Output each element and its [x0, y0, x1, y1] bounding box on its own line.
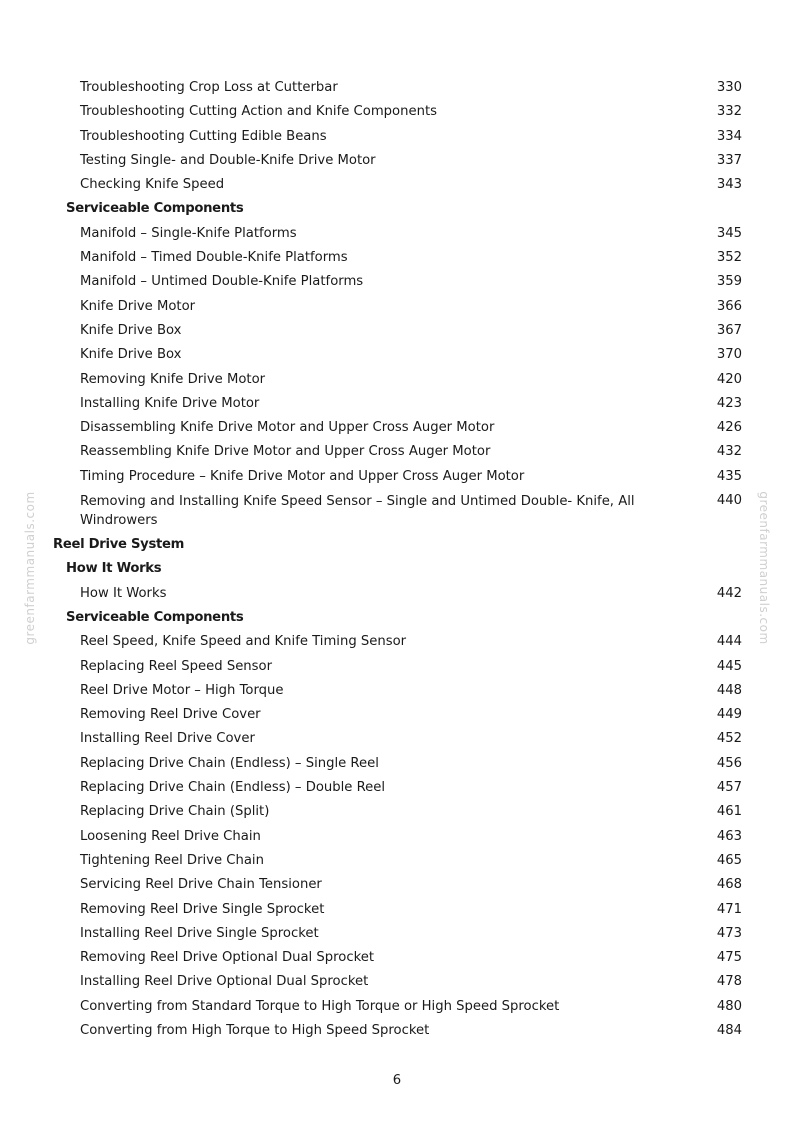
toc-entry-title: Troubleshooting Cutting Action and Knife Components	[80, 104, 437, 120]
toc-entry[interactable]	[0, 465, 794, 489]
toc-entry-title: Troubleshooting Crop Loss at Cutterbar	[80, 80, 338, 95]
toc-entry[interactable]	[0, 319, 794, 343]
toc-entry-page-number: 359	[716, 274, 742, 290]
toc-entry[interactable]	[0, 76, 794, 100]
toc-entry-page-number: 452	[716, 731, 742, 747]
toc-entry-title: Loosening Reel Drive Chain	[80, 828, 261, 844]
toc-subsection-heading	[0, 197, 794, 221]
toc-entry-page-number: 463	[716, 828, 742, 844]
toc-entry[interactable]	[0, 125, 794, 149]
toc-entry-page-number: 449	[716, 707, 742, 723]
toc-entry[interactable]	[0, 489, 794, 533]
toc-entry-title: Replacing Reel Speed Sensor	[80, 658, 273, 674]
toc-entry[interactable]	[0, 368, 794, 392]
toc-entry[interactable]	[0, 776, 794, 800]
toc-entry[interactable]	[0, 222, 794, 246]
toc-section-heading	[0, 533, 794, 557]
toc-entry-page-number: 332	[716, 104, 742, 120]
toc-entry-title: Replacing Drive Chain (Endless) – Double Reel	[80, 780, 386, 796]
toc-entry-title: Tightening Reel Drive Chain	[80, 852, 264, 868]
toc-entry[interactable]	[0, 898, 794, 922]
toc-entry-page-number: 370	[716, 347, 742, 363]
toc-entry-page-number: 435	[716, 468, 742, 484]
toc-entry[interactable]	[0, 849, 794, 873]
toc-entry-page-number: 352	[716, 250, 742, 266]
toc-entry-page-number: 432	[716, 444, 742, 460]
toc-entry-page-number: 444	[716, 634, 742, 650]
toc-entry[interactable]	[0, 922, 794, 946]
toc-entry[interactable]	[0, 246, 794, 270]
toc-entry-title: Removing Reel Drive Optional Dual Sprocket	[80, 950, 375, 966]
toc-entry-page-number: 440	[716, 493, 742, 509]
toc-entry-title: Removing and Installing Knife Speed Sensor – Single and Untimed Double- Knife, All Windrowers	[80, 494, 635, 529]
toc-entry-page-number: 448	[716, 682, 742, 698]
toc-entry[interactable]	[0, 416, 794, 440]
toc-entry-page-number: 475	[716, 950, 742, 966]
toc-entry-title: Knife Drive Box	[80, 347, 182, 363]
toc-entry-page-number: 334	[716, 128, 742, 144]
toc-entry-title: Manifold – Timed Double-Knife Platforms	[80, 250, 348, 266]
toc-entry[interactable]	[0, 173, 794, 197]
toc-entry[interactable]	[0, 295, 794, 319]
toc-entry[interactable]	[0, 440, 794, 464]
toc-entry[interactable]	[0, 946, 794, 970]
toc-entry[interactable]	[0, 825, 794, 849]
toc-entry-title: Reel Drive System	[53, 537, 185, 553]
toc-entry-page-number: 337	[716, 152, 742, 168]
toc-entry[interactable]	[0, 630, 794, 654]
toc-entry[interactable]	[0, 703, 794, 727]
toc-entry-title: Testing Single- and Double-Knife Drive Motor	[80, 152, 376, 168]
toc-entry-page-number: 330	[716, 80, 742, 95]
toc-entry-page-number: 345	[716, 225, 742, 241]
watermark-right: greenfarmmanuals.com	[757, 491, 771, 645]
toc-entry-title: Knife Drive Motor	[80, 298, 196, 314]
toc-entry-title: Installing Reel Drive Cover	[80, 731, 255, 747]
toc-entry-title: Reel Drive Motor – High Torque	[80, 682, 284, 698]
toc-entry[interactable]	[0, 873, 794, 897]
page-number: 6	[392, 1073, 402, 1088]
toc-entry-title: Installing Reel Drive Single Sprocket	[80, 925, 319, 941]
toc-entry[interactable]	[0, 1019, 794, 1043]
toc-entry-page-number: 471	[716, 901, 742, 917]
toc-entry-title: Installing Reel Drive Optional Dual Sprocket	[80, 974, 369, 990]
toc-entry-title: Serviceable Components	[66, 201, 244, 217]
watermark-left: greenfarmmanuals.com	[23, 491, 37, 645]
toc-entry[interactable]	[0, 270, 794, 294]
toc-entry-title: Manifold – Untimed Double-Knife Platforms	[80, 274, 364, 290]
toc-entry-page-number: 478	[716, 974, 742, 990]
toc-entry-title: Troubleshooting Cutting Edible Beans	[80, 128, 327, 144]
toc-entry-title: Removing Reel Drive Single Sprocket	[80, 901, 325, 917]
toc-entry-title: Timing Procedure – Knife Drive Motor and Upper Cross Auger Motor	[80, 468, 525, 484]
toc-entry-title: Knife Drive Box	[80, 322, 182, 338]
toc-entry-title: Replacing Drive Chain (Split)	[80, 804, 270, 820]
toc-entry-title: Manifold – Single-Knife Platforms	[80, 225, 297, 241]
toc-entry-title: Removing Reel Drive Cover	[80, 707, 261, 723]
toc-entry-page-number: 366	[716, 298, 742, 314]
toc-entry[interactable]	[0, 392, 794, 416]
toc-entry-page-number: 480	[716, 998, 742, 1014]
toc-entry-title: How It Works	[66, 561, 162, 577]
toc-entry-page-number: 442	[716, 585, 742, 601]
toc-entry[interactable]	[0, 970, 794, 994]
toc-subsection-heading	[0, 557, 794, 581]
toc-entry-page-number: 420	[716, 371, 742, 387]
toc-entry-page-number: 461	[716, 804, 742, 820]
toc-entry[interactable]	[0, 995, 794, 1019]
toc-entry-page-number: 456	[716, 755, 742, 771]
toc-entry-title: How It Works	[80, 585, 167, 601]
toc-entry-title: Converting from Standard Torque to High Torque or High Speed Sprocket	[80, 998, 560, 1014]
toc-entry-page-number: 423	[716, 395, 742, 411]
toc-entry-title: Installing Knife Drive Motor	[80, 395, 260, 411]
toc-subsection-heading	[0, 606, 794, 630]
toc-entry-page-number: 484	[716, 1022, 742, 1038]
toc-entry-page-number: 367	[716, 322, 742, 338]
toc-entry-title: Reassembling Knife Drive Motor and Upper Cross Auger Motor	[80, 444, 491, 460]
toc-entry-title: Replacing Drive Chain (Endless) – Single Reel	[80, 755, 379, 771]
toc-entry-title: Removing Knife Drive Motor	[80, 371, 266, 387]
toc-entry[interactable]	[0, 655, 794, 679]
table-of-contents	[0, 76, 794, 1043]
toc-entry-title: Checking Knife Speed	[80, 177, 225, 193]
toc-entry[interactable]	[0, 800, 794, 824]
toc-entry[interactable]	[0, 727, 794, 751]
toc-entry-title: Converting from High Torque to High Speed Sprocket	[80, 1022, 430, 1038]
toc-entry-page-number: 465	[716, 852, 742, 868]
toc-entry-title: Servicing Reel Drive Chain Tensioner	[80, 877, 322, 893]
toc-entry-page-number: 343	[716, 177, 742, 193]
toc-entry-page-number: 468	[716, 877, 742, 893]
toc-entry[interactable]	[0, 100, 794, 124]
toc-entry-title: Disassembling Knife Drive Motor and Upper Cross Auger Motor	[80, 420, 495, 436]
toc-entry-page-number: 426	[716, 420, 742, 436]
toc-entry[interactable]	[0, 582, 794, 606]
toc-entry-title: Serviceable Components	[66, 609, 244, 625]
toc-entry-title: Reel Speed, Knife Speed and Knife Timing Sensor	[80, 634, 407, 650]
toc-entry[interactable]	[0, 343, 794, 367]
toc-entry[interactable]	[0, 752, 794, 776]
toc-entry-page-number: 457	[716, 780, 742, 796]
toc-entry[interactable]	[0, 679, 794, 703]
toc-entry[interactable]	[0, 149, 794, 173]
toc-entry-page-number: 445	[716, 658, 742, 674]
toc-entry-page-number: 473	[716, 925, 742, 941]
